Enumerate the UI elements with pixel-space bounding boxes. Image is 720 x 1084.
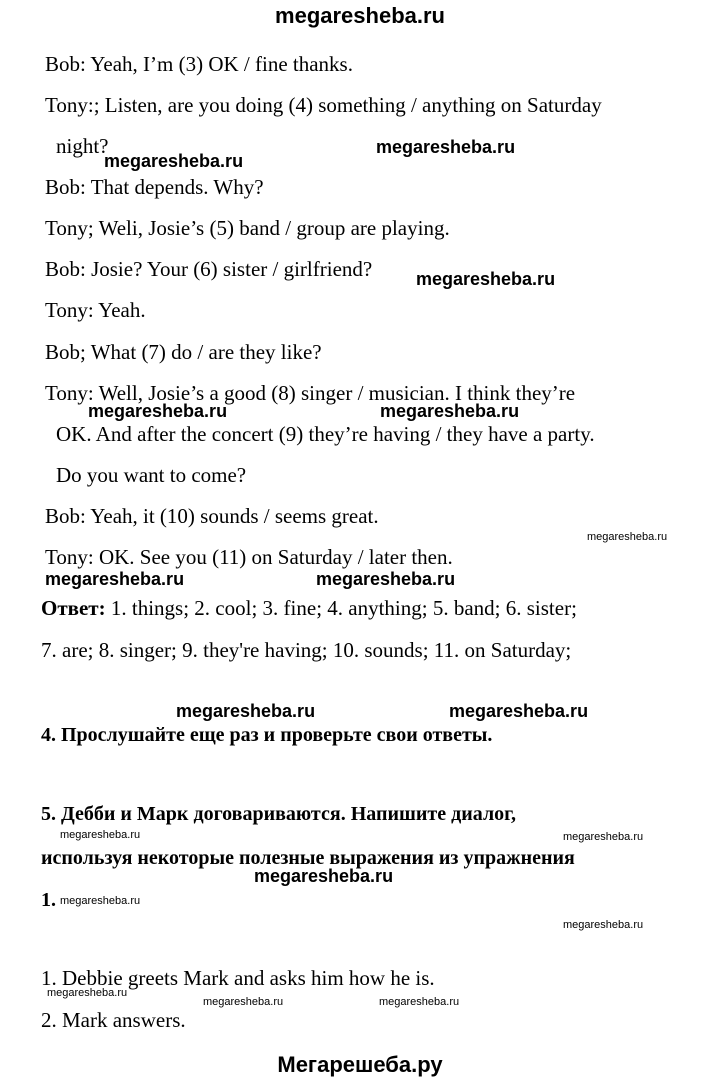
dialogue-line: Tony: OK. See you (11) on Saturday / later then. [45, 545, 453, 569]
watermark: megaresheba.ru [104, 151, 244, 171]
dialogue-line: night? [56, 134, 109, 158]
watermark: megaresheba.ru [449, 701, 589, 721]
watermark: megaresheba.ru [376, 137, 516, 157]
answer-text: 1. things; 2. cool; 3. fine; 4. anything; 5. band; 6. sister; [105, 596, 577, 620]
answer-line-1 [41, 595, 577, 621]
task-5-heading-line-1: 5. Дебби и Марк договариваются. Напишите диалог, [41, 803, 516, 825]
watermark: megaresheba.ru [587, 531, 668, 543]
dialogue-line: Do you want to come? [56, 463, 247, 487]
dialogue-line: OK. And after the concert (9) they’re having / they have a party. [56, 422, 595, 446]
watermark: megaresheba.ru [416, 269, 556, 289]
watermark: megaresheba.ru [380, 401, 520, 421]
watermark: megaresheba.ru [88, 401, 228, 421]
step-item: 1. Debbie greets Mark and asks him how he is. [41, 966, 435, 990]
watermark: megaresheba.ru [379, 996, 460, 1008]
step-item: 2. Mark answers. [41, 1008, 186, 1032]
dialogue-line: Bob; What (7) do / are they like? [45, 340, 322, 364]
watermark: megaresheba.ru [563, 831, 644, 843]
dialogue-line: Tony; Weli, Josie’s (5) band / group are playing. [45, 216, 450, 240]
dialogue-line: Tony:; Listen, are you doing (4) something / anything on Saturday [45, 93, 602, 117]
watermark: megaresheba.ru [47, 987, 128, 999]
task-4-heading: 4. Прослушайте еще раз и проверьте свои ответы. [41, 724, 493, 746]
dialogue-line: Bob: Yeah, I’m (3) OK / fine thanks. [45, 52, 353, 76]
dialogue-line: Bob: Yeah, it (10) sounds / seems great. [45, 504, 379, 528]
watermark: megaresheba.ru [60, 829, 141, 841]
dialogue-line: Bob: That depends. Why? [45, 175, 264, 199]
answer-line-2: 7. are; 8. singer; 9. they're having; 10. sounds; 11. on Saturday; [41, 638, 572, 662]
watermark: megaresheba.ru [563, 919, 644, 931]
dialogue-line: Tony: Yeah. [45, 298, 146, 322]
site-header[interactable]: megaresheba.ru [275, 3, 445, 28]
watermark: megaresheba.ru [316, 569, 456, 589]
task-5-heading-line-2: используя некоторые полезные выражения из упражнения [41, 847, 575, 869]
watermark: megaresheba.ru [176, 701, 316, 721]
dialogue-line: Bob: Josie? Your (6) sister / girlfriend? [45, 257, 373, 281]
watermark: megaresheba.ru [60, 895, 141, 907]
watermark: megaresheba.ru [254, 866, 394, 886]
answer-label: Ответ: [41, 596, 106, 620]
watermark: megaresheba.ru [45, 569, 185, 589]
dialogue-line: Tony: Well, Josie’s a good (8) singer / musician. I think they’re [45, 381, 576, 405]
watermark: megaresheba.ru [203, 996, 284, 1008]
site-footer[interactable]: Мегарешеба.ру [277, 1052, 443, 1077]
task-5-heading-line-3: 1. [41, 889, 56, 911]
